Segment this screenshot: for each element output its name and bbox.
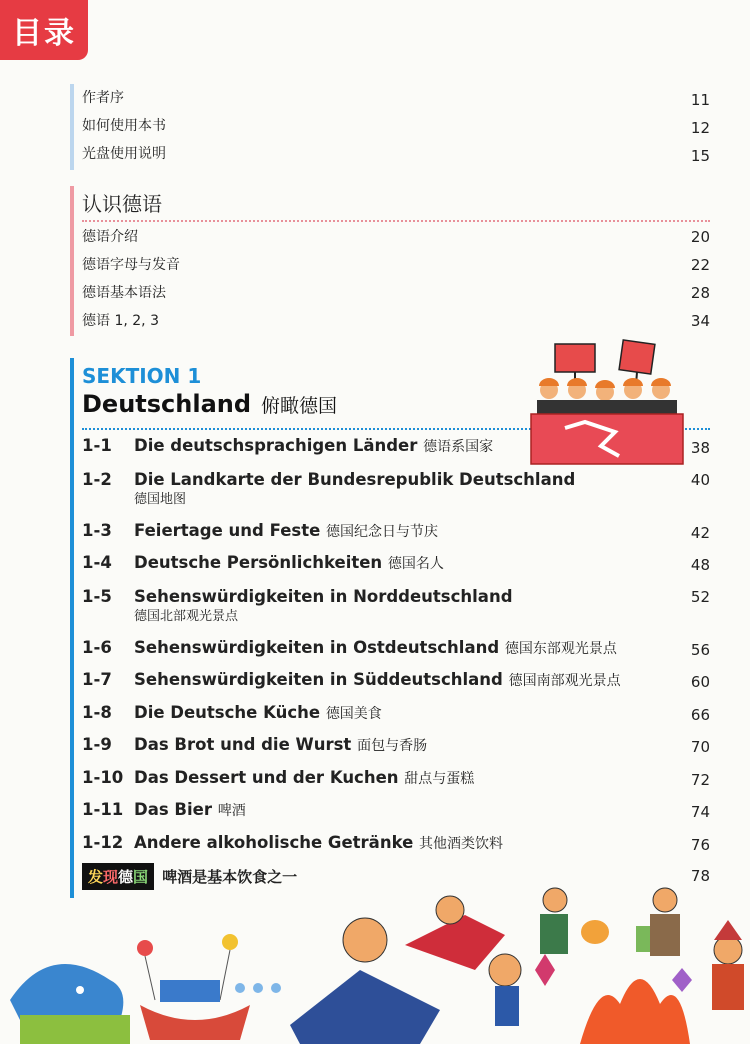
- section-title-cn: 俯瞰德国: [261, 395, 338, 417]
- entry-title-de: Das Dessert und der Kuchen: [134, 767, 399, 787]
- entry-page: 38: [690, 439, 710, 457]
- toc-row-title: 德语介绍: [82, 229, 138, 245]
- entry-page: 52: [690, 587, 710, 606]
- intro-block: [70, 84, 710, 170]
- entry-title: [134, 796, 710, 829]
- section-title: [82, 390, 337, 418]
- discover-title: 啤酒是基本饮食之一: [162, 867, 298, 886]
- toc-row[interactable]: [70, 250, 710, 278]
- discover-tag-char: 现: [103, 867, 119, 886]
- entry-title-de: Das Bier: [134, 800, 212, 819]
- entry-title: [134, 634, 710, 667]
- entry-title-cn: 德国南部观光景点: [508, 673, 621, 689]
- entry-number: 1-5: [82, 586, 112, 606]
- entry-number: 1-11: [82, 800, 124, 819]
- section-label: SEKTION 1: [82, 364, 202, 388]
- entry-title-de: Die Landkarte der Bundesrepublik Deutschland: [134, 469, 576, 489]
- entry-title: [134, 699, 710, 732]
- toc-entry[interactable]: [82, 731, 710, 764]
- toc-row[interactable]: [70, 306, 710, 334]
- entry-title: [134, 549, 710, 582]
- entry-title-cn: 啤酒: [217, 803, 246, 819]
- toc-entry[interactable]: [82, 796, 710, 829]
- part1-block: [70, 186, 710, 336]
- entry-number: 1-12: [82, 832, 124, 852]
- entry-number: 1-4: [82, 553, 112, 572]
- protest-illustration: [525, 338, 690, 470]
- entry-title: [134, 465, 710, 517]
- entry-title-cn: 德国东部观光景点: [504, 640, 617, 657]
- toc-row[interactable]: [70, 222, 710, 250]
- entry-title-de: Sehenswürdigkeiten in Ostdeutschland: [134, 637, 500, 657]
- toc-tab: 目录: [0, 0, 88, 60]
- toc-row-page: 34: [690, 312, 710, 330]
- entry-title-cn: 德国名人: [387, 556, 444, 572]
- entry-number: 1-3: [82, 520, 112, 540]
- entry-number: 1-7: [82, 670, 112, 689]
- toc-row-title: 德语基本语法: [82, 285, 166, 301]
- toc-row-page: 28: [690, 284, 710, 302]
- toc-row[interactable]: [70, 112, 710, 140]
- toc-entry[interactable]: [82, 666, 710, 699]
- entry-page: 40: [690, 470, 710, 489]
- entry-title-cn: 德语系国家: [423, 439, 494, 455]
- entry-title: [134, 517, 710, 550]
- entry-number: 1-6: [82, 637, 112, 657]
- toc-entry[interactable]: [82, 829, 710, 862]
- entry-page: 76: [690, 835, 710, 854]
- toc-entry[interactable]: [82, 634, 710, 667]
- entry-page: 66: [690, 705, 710, 724]
- entry-page: 56: [690, 640, 710, 659]
- entry-page: 48: [690, 556, 710, 574]
- entry-number: 1-2: [82, 469, 112, 489]
- entry-number: 1-10: [82, 767, 124, 787]
- entry-title: [134, 582, 710, 634]
- toc-row[interactable]: [70, 84, 710, 112]
- toc-row-title: 如何使用本书: [82, 118, 166, 134]
- toc-entry[interactable]: [82, 764, 710, 797]
- toc-entry[interactable]: [82, 549, 710, 582]
- toc-row-page: 20: [690, 228, 710, 246]
- toc-entry[interactable]: [82, 517, 710, 550]
- toc-row-title: 作者序: [82, 90, 124, 106]
- entry-page: 74: [690, 803, 710, 821]
- toc-row[interactable]: [70, 278, 710, 306]
- toc-entry[interactable]: [82, 699, 710, 732]
- entry-title-cn: 德国美食: [325, 705, 382, 722]
- entry-title-de: Andere alkoholische Getränke: [134, 832, 414, 852]
- entry-page: 70: [690, 738, 710, 756]
- entry-page: 72: [690, 770, 710, 789]
- entry-title: [134, 731, 710, 764]
- entry-title: [134, 666, 710, 699]
- toc-row[interactable]: [70, 140, 710, 168]
- toc-row-title: 德语字母与发音: [82, 257, 180, 273]
- entry-title-de: Das Brot und die Wurst: [134, 735, 352, 754]
- toc-row-page: 22: [690, 256, 710, 274]
- entry-title-de: Die Deutsche Küche: [134, 702, 321, 722]
- entry-title-de: Sehenswürdigkeiten in Norddeutschland: [134, 586, 513, 606]
- discover-page: 78: [690, 867, 710, 885]
- entry-title: [134, 829, 710, 862]
- entry-page: 42: [690, 523, 710, 542]
- discover-tag-char: 发: [88, 867, 104, 886]
- toc-row-title: 德语 1, 2, 3: [82, 313, 159, 329]
- entry-title-cn: 德国地图: [134, 491, 187, 507]
- entry-title-cn: 面包与香肠: [357, 738, 428, 754]
- entry-title-de: Sehenswürdigkeiten in Süddeutschland: [134, 670, 503, 689]
- toc-row-page: 12: [690, 119, 710, 137]
- entry-title-de: Die deutschsprachigen Länder: [134, 436, 418, 455]
- bottom-illustration: [0, 880, 750, 1044]
- entry-title-cn: 甜点与蛋糕: [404, 770, 475, 787]
- entry-title-cn: 德国北部观光景点: [134, 608, 239, 624]
- section-entries: [82, 432, 710, 891]
- toc-row-page: 15: [690, 147, 710, 165]
- discover-tag-char: 国: [133, 867, 149, 886]
- toc-entry[interactable]: [82, 582, 710, 634]
- entry-number: 1-1: [82, 436, 112, 455]
- part1-heading: 认识德语: [82, 192, 162, 216]
- entry-page: 60: [690, 673, 710, 691]
- section1-bar: [70, 358, 74, 898]
- entry-number: 1-9: [82, 735, 112, 754]
- toc-row-title: 光盘使用说明: [82, 146, 166, 162]
- toc-entry[interactable]: [82, 465, 710, 517]
- entry-title-de: Deutsche Persönlichkeiten: [134, 553, 383, 572]
- section-title-de: Deutschland: [82, 390, 252, 418]
- entry-title-cn: 其他酒类饮料: [419, 835, 504, 852]
- entry-title: [134, 764, 710, 797]
- entry-title-de: Feiertage und Feste: [134, 520, 321, 540]
- discover-tag-char: 德: [118, 867, 134, 886]
- entry-number: 1-8: [82, 702, 112, 722]
- entry-title-cn: 德国纪念日与节庆: [326, 523, 439, 540]
- toc-row-page: 11: [690, 91, 710, 109]
